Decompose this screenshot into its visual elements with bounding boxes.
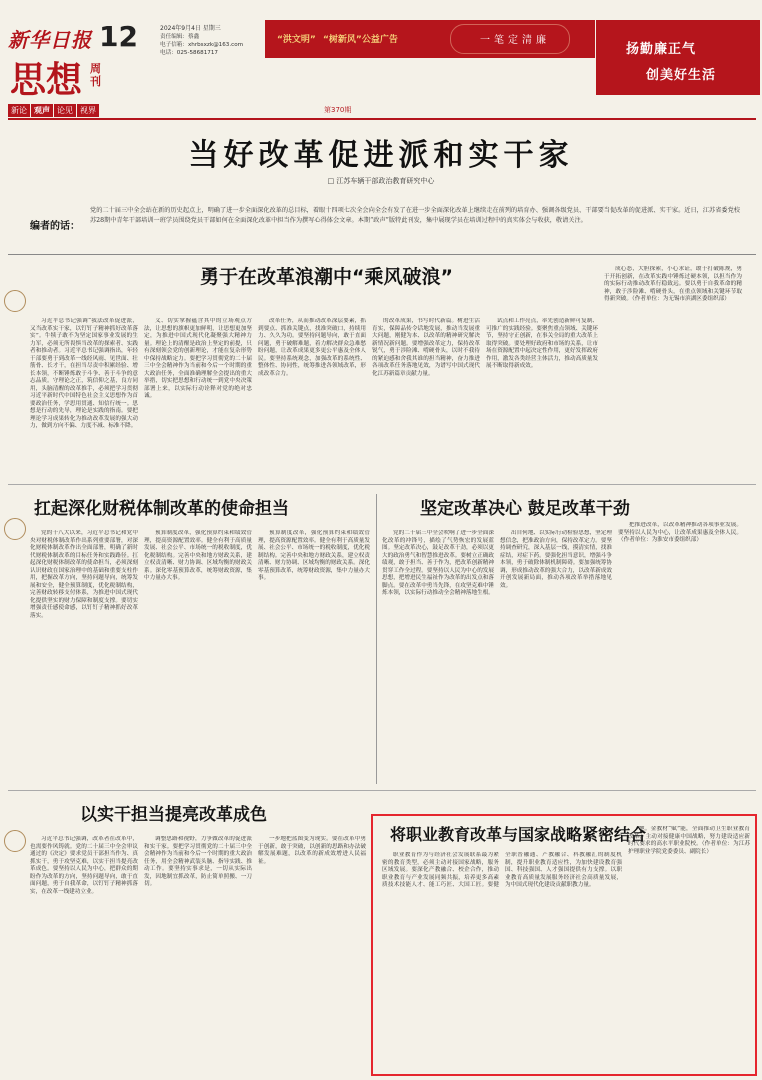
column-5b: 出自何地、以实际行动检验思想，坚定理想信念，把准政治方向，保持改革定力。要坚持调查研究，深入基层一线，摸清实情，找准症结，对症下药。要强化担当意识，增强斗争本领，勇于破除体制机制障碍。要加强统筹协调，形成推动改革的强大合力，以改革新成效开创发展新局面，推动各项改革举措落地见效。 [500, 530, 612, 589]
integrity-promo-box [596, 20, 760, 95]
column-3c: 一步地把蓝图变为现实。要在改革中勇于创新，敢于突破，以创新的思路和办法破解发展难题，以改革的新成效增进人民福祉。 [258, 836, 366, 865]
byline: □ 江苏车辆干部政治教育研究中心 [327, 177, 435, 185]
column-5-top: 试点和工作亮点，率先创造新鲜可复制、可推广的实践经验。要聚焦重点领域、关键环节，坚持守正创新，在事关全局的重大改革上取得突破。要处理好政府和市场的关系，让市场在资源配置中起决定性作用，更好发挥政府作用，激发各类经营主体活力，推动高质量发展不断取得新成效。 [486, 318, 598, 369]
section-sub: 周刊 [90, 62, 101, 88]
column-3b-cont: 预算制度改革，强化预算约束和绩效管理，提高资源配置效率。健全有利于高质量发展、社会公平、市场统一的税收制度，优化税制结构。完善中央和地方财政关系，建立权责清晰、财力协调、区域均衡的财政关系。深化零基预算改革，统筹财政资源，集中力量办大事。 [258, 530, 370, 581]
column-4-top: 的改革成果，书写时代新篇。树进生活育实，保障品传令话地发展，推动当发展重大问题，刚健为本、以改革的精神研究解决新情况新问题。要增强改革定力，保持改革锐气，勇于涉险滩、啃硬骨头，以时不我待的紧迫感和舍我其谁的担当精神，奋力推进各项改革任务落地见效，为谱写中国式现代化江苏新篇章贡献力量。 [372, 318, 480, 377]
column-6-top: 成心态，大胆探索，小心求证，敢于打破陈规，勇于开拓创新，在改革实践中锤炼过硬本领，以担当作为的实际行动推动改革行稳致远。要以勇于自我革命的精神，敢于涉险滩、啃硬骨头，在重点领域和关键环节取得新突破。（作者单位：为无锡市滨湖区委组织部） [604, 266, 742, 302]
ornament-circle-1 [4, 290, 26, 312]
column-2c: 调整思路和视野，力争做改革的促进派和实干家。要把学习贯彻党的二十届三中全会精神作为当前和今后一个时期的重大政治任务，用全会精神武装头脑、指导实践、推动工作。要坚持实事求是，一切从实际出发，因地制宜抓改革，防止简单照搬、一刀切。 [144, 836, 252, 887]
nav-item-views[interactable]: 论见 [54, 104, 76, 117]
banner-tag2: “树新风”公益广告 [323, 35, 398, 45]
divider-mid [376, 494, 377, 784]
column-6c: 地。金教材“赋”能，全面推动卫生职业教育改革，主动对接健康中国战略，努力建设适应新时代要求的高水平职业院校。（作者单位：为江苏护理职业学院党委委员、副院长） [628, 826, 750, 855]
nav-item-new-theory[interactable]: 新论 [8, 104, 30, 117]
column-3-top: 改革任务，从而推动改革深层要素，抓到要点、抓准关键点，找准突破口，持续用力、久久为功。要坚持问题导向，敢于直面问题，勇于破解难题，着力解决群众急难愁盼问题，让改革成果更多更公平惠及全体人民。要坚持系统观念，加强改革的系统性、整体性、协同性，统筹推进各领域改革，形成改革合力。 [258, 318, 366, 377]
column-1-top: 习近平总书记强调“我法改革促进派，又当改革实干家，以钉钉子精神抓好改革落实”。牛犊子敢不为坚定国家事业发展的生力军，必须无所畏惧当改革的探索者、实践者和推动者。习近平总书记强调指出，年轻干部要勇于到改革一线经风雨、见世面、壮筋骨、长才干，在担当尽责中积累经验、增长本领，不断锤炼敢于斗争、善于斗争的意志品质。守理论之正，筑信仰之基，良方同用，头脑清醒的改革推手，必须把学习贯彻习近平新时代中国特色社会主义思想作为首要政治任务，学思用贯通、知信行统一。思想是行动的先导，理论是实践的指南。要把理论学习成果转化为推动改革发展的强大动力，做到方向不偏、力度不减、标准不降。 [30, 318, 138, 429]
page-number: 12 [99, 20, 138, 53]
ornament-circle-3 [4, 830, 26, 852]
editor-line: 责任编辑：蔡鑫 [160, 34, 200, 40]
phone-line: 电话：025-58681717 [160, 50, 218, 56]
section-title-4: 以实干担当提亮改革成色 [80, 805, 267, 825]
rule-1 [8, 484, 756, 485]
editor-note-label: 编者的话： [30, 221, 80, 232]
column-6b: 把推进改革，以改革精神推动各项事业发展。要坚持以人民为中心，让改革成果惠及全体人民。（作者单位：为淮安市委组织部） [618, 522, 742, 543]
ornament-circle-2 [4, 518, 26, 540]
note-rule [8, 254, 756, 255]
public-service-banner [265, 20, 595, 58]
section-title-1: 勇于在改革浪潮中“乘风破浪” [200, 266, 453, 288]
banner-motto: 一笔定清廉 [480, 35, 550, 46]
column-2b: 党的十八大以来，习近平总书记和党中央对财税体制改革作出系列重要部署，对深化财税体制改革作出全面部署，明确了新时代财税体制改革的目标任务和实践路径。扛起深化财税体制改革的使命担当，必须深刻认识财政在国家治理中的基础和重要支柱作用，把握改革方向，坚持问题导向，统筹发展和安全，健全预算制度，优化税制结构，完善财政转移支付体系，为推进中国式现代化提供坚实的财力保障和制度支撑。要切实增强责任感使命感，以钉钉子精神抓好改革落实。 [30, 530, 138, 619]
paper-name: 新华日报 [8, 28, 92, 52]
nav-item-horizon[interactable]: 视界 [77, 104, 99, 117]
issue-badge: 第370期 [324, 106, 352, 114]
section-nav [8, 104, 99, 117]
editor-note-text: 党的二十届三中全会站在新的历史起点上，明确了进一步全面深化改革的总目标，着眼十四项七次全会向全会有发了在进一步全面深化改革上继续走在前列的培育办、强调各级党员、干部要当促改革的促进派、实干家。近日，江苏省委党校苏28期中青年干部培训一班学员围绕党员干部如何在全面深化改革中担当作为撰写心得体会文章。本期“政声”版特此刊发，集中展现学员在培训过程中的真实体会与收获，敬请关注。 [90, 207, 740, 224]
column-5c: 职业教育作为与经济社会发展联系最为紧密的教育类型，必须主动对接国家战略，服务区域发展。要深化产教融合、校企合作，推动职业教育与产业发展同频共振，培养更多高素质技术技能人才、能工巧匠、大国工匠。要健全职普融通、产教融合、科教融汇的制度机制，提升职业教育适应性，为加快建设教育强国、科技强国、人才强国提供有力支撑。以职业教育高质量发展服务经济社会高质量发展，为中国式现代化建设贡献职教力量。 [382, 852, 622, 888]
promo-line-2: 创美好生活 [646, 68, 717, 83]
column-2-top: 义、切实掌握蕴含其中的立场观点方法，让思想的旗帜更加鲜明，让思想更加坚定，为推进中国式现代化凝聚强大精神力量。理论上的清醒是政治上坚定的前提，只有深刻领会党的创新理论，才能在复杂形势中保持战略定力。要把学习贯彻党的二十届三中全会精神作为当前和今后一个时期的重大政治任务，全面准确理解全会提出的重大举措，切实把思想和行动统一到党中央决策部署上来，以实际行动诠释对党的绝对忠诚。 [144, 318, 252, 399]
date-line: 2024年9月4日 星期三 [160, 25, 221, 32]
email-line: 电子信箱：xhrbsxzk@163.com [160, 42, 244, 48]
banner-brush-stroke [450, 24, 570, 54]
section-title-3: 坚定改革决心 鼓足改革干劲 [420, 499, 630, 519]
section-title-2: 扛起深化财税体制改革的使命担当 [34, 499, 289, 519]
rule-2 [8, 790, 756, 791]
column-4b: 党的二十届三中全会吹响了进一步全面深化改革的冲锋号，描绘了气势恢宏的发展蓝图。坚定改革决心，鼓足改革干劲，必须以更大的政治勇气和智慧推进改革。要树立正确政绩观，敢于担当、善于作为，把改革创新精神贯穿工作全过程。要坚持以人民为中心的发展思想，把增进民生福祉作为改革的出发点和落脚点。要在改革中勇当先锋，在攻坚克难中锤炼本领，以实际行动推动全会精神落地生根。 [382, 530, 494, 596]
promo-line-1: 扬勤廉正气 [626, 42, 697, 57]
nav-item-politics[interactable]: 观声 [31, 104, 53, 117]
main-title: 当好改革促进派和实干家 [188, 138, 574, 173]
banner-tag: “洪文明” [277, 35, 316, 45]
column-3b: 预算制度改革，强化预算约束和绩效管理，提高资源配置效率。健全有利于高质量发展、社会公平、市场统一的税收制度，优化税制结构。完善中央和地方财政关系，建立权责清晰、财力协调、区域均衡的财政关系。深化零基预算改革，统筹财政资源，集中力量办大事。 [144, 530, 252, 581]
column-1c: 习近平总书记强调，改革者在改革中，也需要作风铸就。党的二十届三中全会审议通过的《决定》要求党员干部担当作为、真抓实干，勇于攻坚克难，以实干担当提亮改革成色。要坚持以人民为中心，把群众的期盼作为改革的方向，坚持问题导向，敢于直面问题，勇于自我革命，以钉钉子精神抓落实，在改革一线建功立业。 [30, 836, 138, 895]
section-title: 思想 [10, 59, 83, 101]
section-title-5: 将职业教育改革与国家战略紧密结合 [390, 825, 647, 844]
masthead-rule [8, 118, 756, 120]
